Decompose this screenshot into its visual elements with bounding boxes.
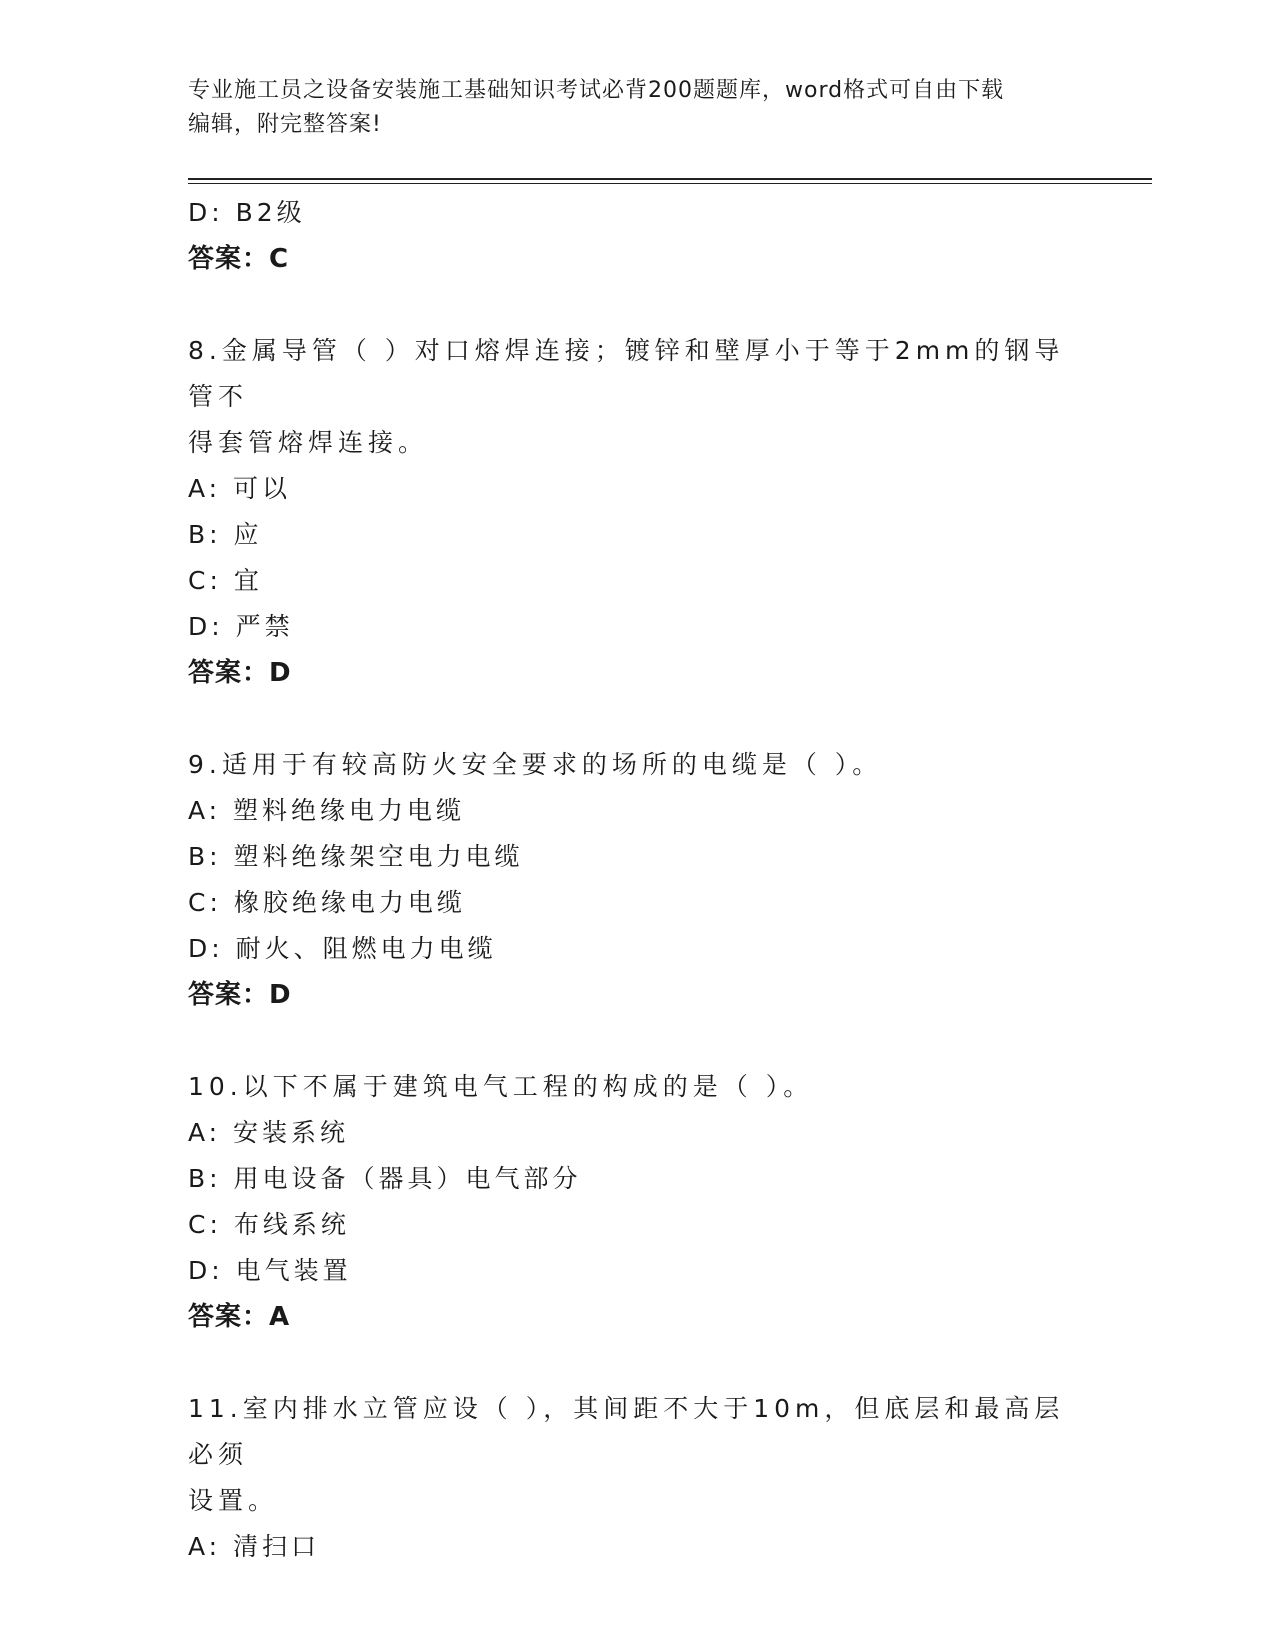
answer-label: 答案：C (188, 244, 290, 274)
answer-label: 答案：D (188, 980, 292, 1010)
question-10 (188, 1064, 1088, 1340)
question-stem-line: 11.室内排水立管应设（ ），其间距不大于10m，但底层和最高层必须 (188, 1394, 1065, 1469)
header-divider-thin (188, 183, 1152, 184)
option-d: D: 耐火、阻燃电力电缆 (188, 934, 497, 963)
question-8 (188, 328, 1088, 696)
option-d: D: 电气装置 (188, 1256, 352, 1285)
option-d: D: 严禁 (188, 612, 294, 641)
question-9 (188, 742, 1088, 1018)
option-c: C: 宜 (188, 566, 263, 595)
option-b: B: 用电设备（器具）电气部分 (188, 1164, 582, 1193)
question-11 (188, 1386, 1088, 1570)
option-b: B: 塑料绝缘架空电力电缆 (188, 842, 524, 871)
question-stem-line: 设置。 (188, 1486, 279, 1515)
question-list (188, 190, 1088, 1570)
option-a: A: 安装系统 (188, 1118, 350, 1147)
header-title-line2: 编辑，附完整答案! (188, 112, 382, 137)
question-7-tail (188, 190, 1088, 282)
question-stem-line: 8.金属导管（ ）对口熔焊连接；镀锌和壁厚小于等于2mm的钢导管不 (188, 336, 1065, 411)
option-c: C: 橡胶绝缘电力电缆 (188, 888, 466, 917)
option-b: B: 应 (188, 520, 263, 549)
header-title-line1: 专业施工员之设备安装施工基础知识考试必背200题题库，word格式可自由下载 (188, 78, 1005, 103)
question-stem-line: 得套管熔焊连接。 (188, 428, 429, 457)
header-divider-thick (188, 178, 1152, 180)
question-stem-line: 9.适用于有较高防火安全要求的场所的电缆是（ ）。 (188, 750, 883, 779)
question-stem-line: 10.以下不属于建筑电气工程的构成的是（ ）。 (188, 1072, 814, 1101)
answer-label: 答案：D (188, 658, 292, 688)
option-a: A: 清扫口 (188, 1532, 321, 1561)
document-header (188, 74, 1068, 142)
answer-label: 答案：A (188, 1302, 291, 1332)
option-a: A: 可以 (188, 474, 292, 503)
option-a: A: 塑料绝缘电力电缆 (188, 796, 466, 825)
option-c: C: 布线系统 (188, 1210, 350, 1239)
option-d: D: B2级 (188, 198, 306, 227)
